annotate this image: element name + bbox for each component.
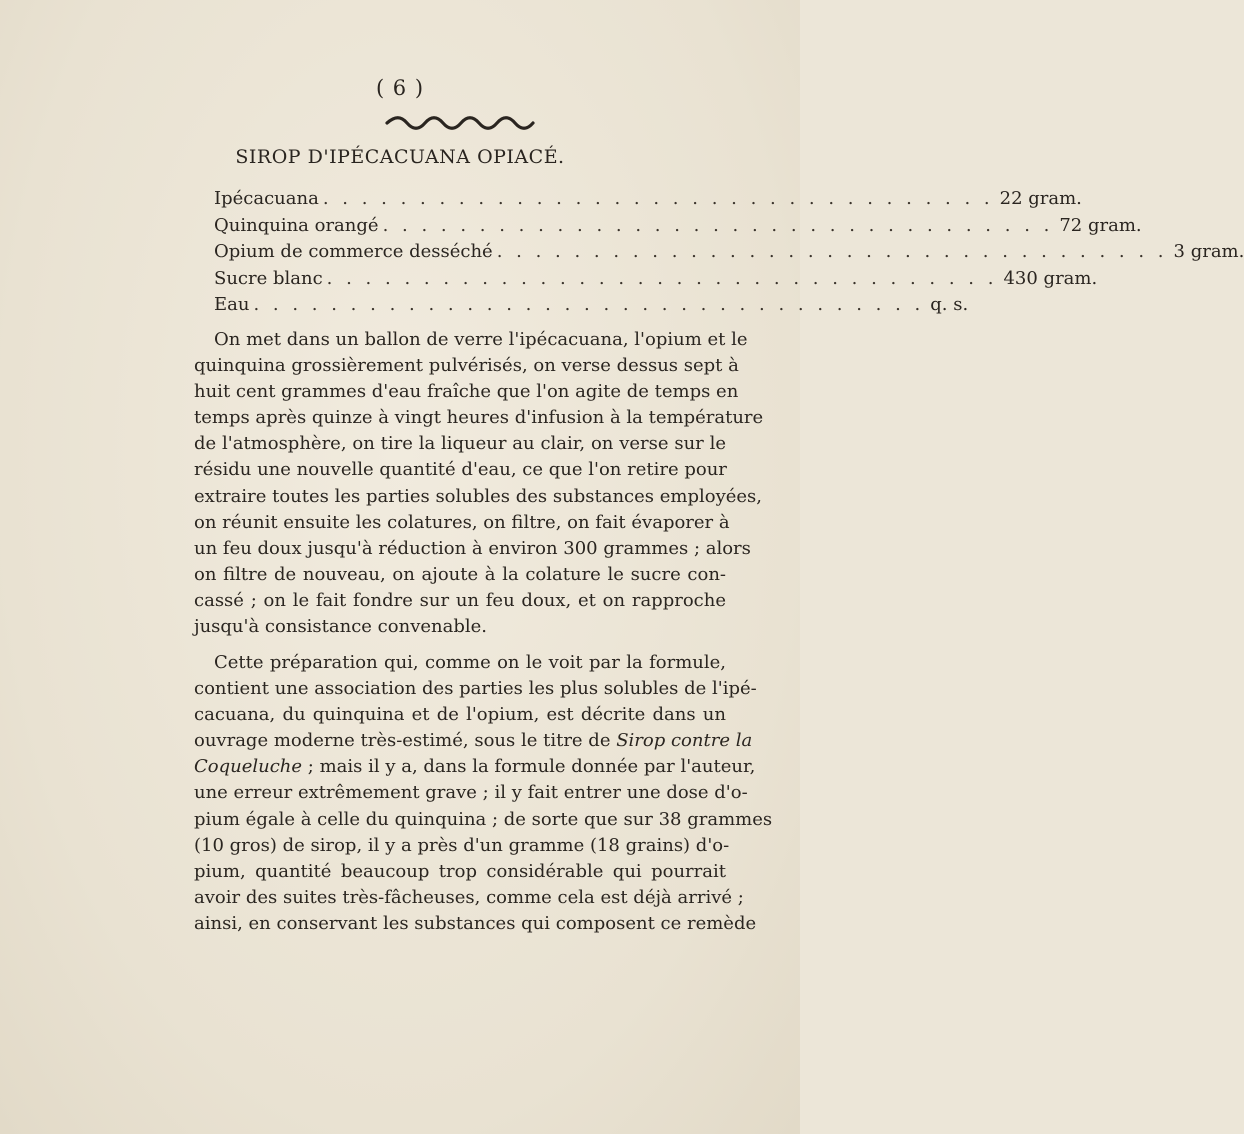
text-line: cacuana, du quinquina et de l'opium, est décrite dans un [194, 704, 726, 726]
text-line: pium, quantité beaucoup trop considérable qui pourrait [194, 860, 726, 882]
text-line: on filtre de nouveau, on ajoute à la colature le sucre con- [194, 563, 726, 585]
text-line: extraire toutes les parties solubles des substances employées, [194, 485, 763, 507]
ingredient-list [214, 188, 1244, 321]
ingredient-name: Sucre blanc [214, 267, 323, 289]
ingredient-quantity: q. s. [930, 294, 969, 315]
text-line: jusqu'à consistance convenable. [194, 616, 487, 638]
dot-leader: . . . . . . . . . . . . . . . . . . . . . . . . . . . . . . . . . . . [322, 188, 994, 209]
ingredient-name: Eau [214, 294, 250, 315]
text-line: On met dans un ballon de verre l'ipécacuana, l'opium et le [214, 329, 748, 350]
dot-leader: . . . . . . . . . . . . . . . . . . . . . . . . . . . . . . . . . . . [253, 294, 925, 315]
ingredient-row [214, 267, 1098, 295]
text-line: de l'atmosphère, on tire la liqueur au clair, on verse sur le [194, 433, 726, 455]
text-line: quinquina grossièrement pulvérisés, on verse dessus sept à [194, 355, 739, 377]
ingredient-row [214, 294, 969, 321]
dot-leader: . . . . . . . . . . . . . . . . . . . . . . . . . . . . . . . . . . . [496, 241, 1168, 262]
text-line [194, 754, 756, 780]
text-segment: ; mais il y a, dans la formule donnée par l'auteur, [302, 756, 756, 778]
text-line: (10 gros) de sirop, il y a près d'un gramme (18 grains) d'o- [194, 834, 730, 856]
paragraph-commentary [194, 650, 773, 937]
text-line: huit cent grammes d'eau fraîche que l'on agite de temps en [194, 381, 739, 403]
text-line: on réunit ensuite les colatures, on filtre, on fait évaporer à [194, 511, 730, 533]
text-line: contient une association des parties les plus solubles de l'ipé- [194, 678, 757, 700]
ingredient-name: Opium de commerce desséché [214, 241, 493, 262]
ingredient-name: Ipécacuana [214, 188, 319, 209]
ingredient-quantity: 3 gram. [1173, 241, 1244, 262]
text-line: avoir des suites très-fâcheuses, comme cela est déjà arrivé ; [194, 886, 744, 908]
text-line: résidu une nouvelle quantité d'eau, ce que l'on retire pour [194, 459, 727, 481]
ingredient-row [214, 214, 1142, 242]
ingredient-row [214, 188, 1082, 215]
ingredient-name: Quinquina orangé [214, 214, 379, 236]
book-title-italic: Sirop contre la [616, 730, 753, 752]
text-line: un feu doux jusqu'à réduction à environ 300 grammes ; alors [194, 537, 751, 559]
text-line [194, 728, 753, 754]
ingredient-row [214, 241, 1244, 268]
text-segment: ouvrage moderne très-estimé, sous le titre de [194, 730, 617, 752]
dot-leader: . . . . . . . . . . . . . . . . . . . . . . . . . . . . . . . . . . . [382, 214, 1054, 236]
ingredient-quantity: 430 gram. [1003, 267, 1098, 289]
text-line: temps après quinze à vingt heures d'infusion à la température [194, 407, 764, 429]
ingredient-quantity: 22 gram. [999, 188, 1082, 209]
page-title: SIROP D'IPÉCACUANA OPIACÉ. [235, 146, 565, 168]
text-line: Cette préparation qui, comme on le voit par la formule, [214, 652, 726, 673]
text-line: ainsi, en conservant les substances qui composent ce remède [194, 912, 757, 934]
text-line: pium égale à celle du quinquina ; de sorte que sur 38 grammes [194, 808, 773, 830]
ingredient-quantity: 72 gram. [1059, 214, 1142, 236]
wavy-ornament-icon [385, 114, 535, 132]
book-title-italic: Coqueluche [194, 756, 303, 778]
text-line: cassé ; on le fait fondre sur un feu doux, et on rapproche [194, 589, 726, 611]
text-line: une erreur extrêmement grave ; il y fait entrer une dose d'o- [194, 782, 748, 804]
page-number: ( 6 ) [375, 76, 425, 100]
paragraph-preparation [194, 327, 764, 640]
dot-leader: . . . . . . . . . . . . . . . . . . . . . . . . . . . . . . . . . . . [326, 267, 998, 289]
